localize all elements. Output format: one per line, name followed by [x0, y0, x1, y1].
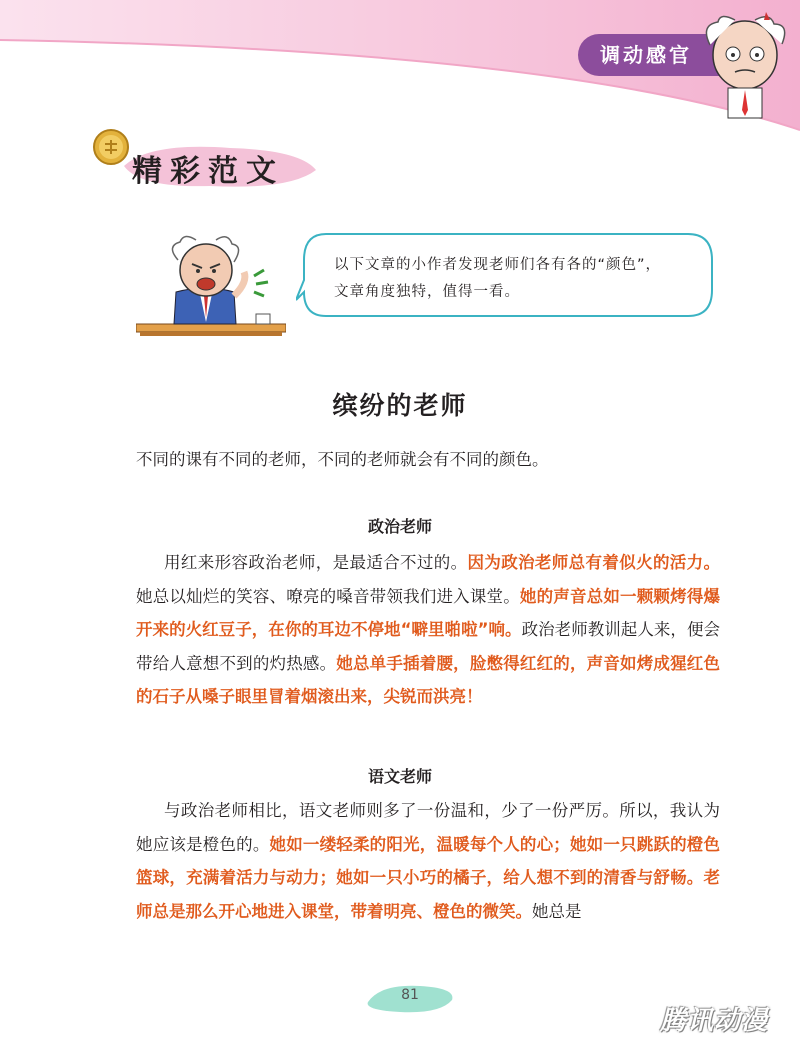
essay-title: 缤纷的老师 — [332, 391, 468, 420]
politics-highlight-1: 因为政治老师总有着似火的活力。 — [467, 553, 721, 572]
bubble-line-2: 文章角度独特，值得一看。 — [334, 284, 520, 300]
politics-highlight-3: 她总单手插着腰，脸憋得红红的，声音如烤成猩红色的石子从嗓子眼里冒着烟滚出来，尖锐而洪亮！ — [136, 653, 721, 706]
teacher-at-desk-icon — [136, 232, 286, 347]
speech-bubble — [296, 230, 716, 320]
section-heading — [92, 126, 302, 198]
page-number-badge — [360, 980, 460, 1016]
chinese-text-1: 与政治老师相比，语文老师则多了一份温和，少了一份严厉。所以，我认为她应该是橙色的。 — [136, 801, 721, 854]
politics-paragraph — [136, 546, 720, 714]
bubble-line-1: 以下文章的小作者发现老师们各有各的“颜色”， — [334, 257, 662, 273]
politics-highlight-2: 她的声音总如一颗颗烤得爆开来的火红豆子，在你的耳边不停地“噼里啪啦”响。 — [136, 586, 721, 639]
chapter-tag: 调动感官 — [578, 34, 728, 76]
page-number: 81 — [401, 987, 419, 1003]
chinese-paragraph — [136, 794, 720, 928]
politics-heading: 政治老师 — [367, 517, 432, 536]
politics-text-2: 她总以灿烂的笑容、嘹亮的嗓音带领我们进入课堂。 — [136, 586, 520, 606]
teacher-mascot-icon — [690, 10, 800, 125]
chinese-heading: 语文老师 — [367, 767, 432, 786]
section-title: 精彩范文 — [132, 154, 284, 189]
chinese-text-2: 她总是 — [532, 901, 582, 921]
politics-text-1: 用红来形容政治老师，是最适合不过的。 — [164, 553, 468, 572]
politics-text-3: 政治老师教训起人来，便会带给人意想不到的灼热感。 — [136, 620, 720, 673]
essay-intro: 不同的课有不同的老师，不同的老师就会有不同的颜色。 — [136, 450, 549, 469]
chinese-highlight-1: 她如一缕轻柔的阳光，温暖每个人的心；她如一只跳跃的橙色篮球，充满着活力与动力；她如一只小巧的橘子，给人想不到的清香与舒畅。老师总是那么开心地进入课堂，带着明亮、橙色的微笑。 — [136, 834, 721, 921]
bubble-text — [334, 252, 704, 306]
watermark-logo: 腾讯动漫 — [660, 1006, 769, 1036]
